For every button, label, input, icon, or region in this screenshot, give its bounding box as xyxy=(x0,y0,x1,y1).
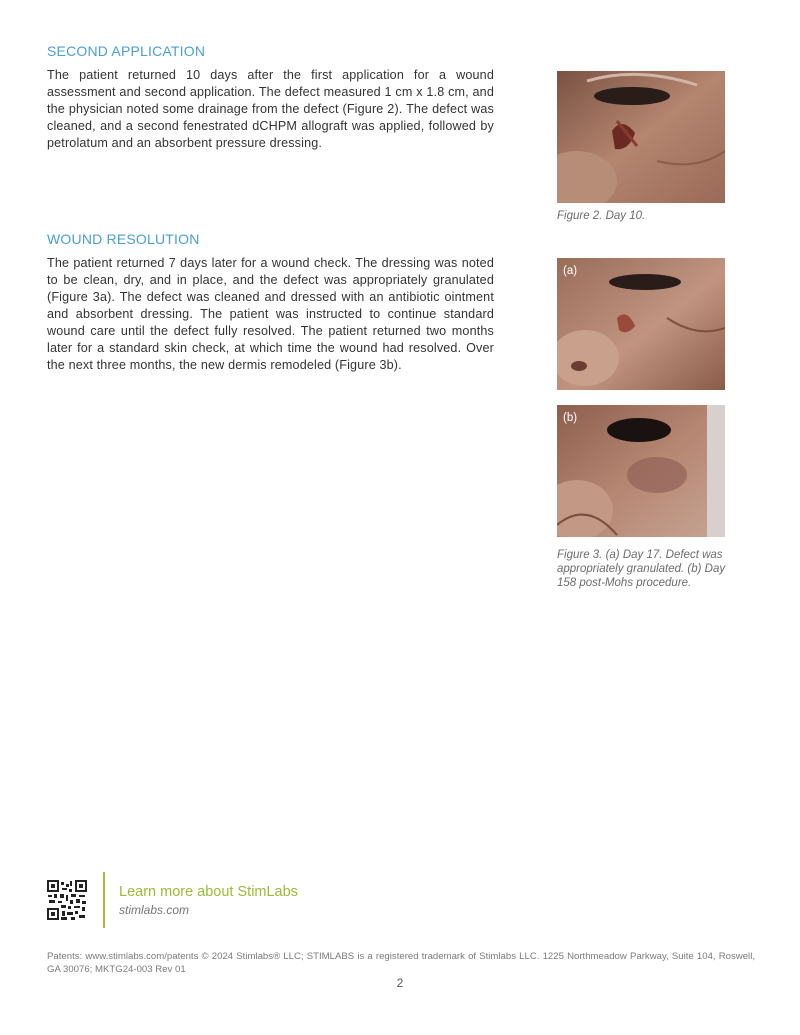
section-body-second-application: The patient returned 10 days after the first application for a wound assessment and second application. The defect measured 1 cm x 1.8 cm, and the physician noted some drainage from the defect (Figure 2). The defect was cleaned, and a second fenestrated dCHPM allograft was applied, followed by petrolatum and an absorbent pressure dressing. xyxy=(47,68,494,150)
footer-divider xyxy=(103,872,105,928)
website-link[interactable]: stimlabs.com xyxy=(119,903,190,917)
section-heading-wound-resolution: WOUND RESOLUTION xyxy=(47,231,200,247)
figure-3-caption: Figure 3. (a) Day 17. Defect was appropriately granulated. (b) Day 158 post-Mohs procedure. xyxy=(557,549,726,589)
section-body-wound-resolution: The patient returned 7 days later for a wound check. The dressing was noted to be clean, dry, and in place, and the defect was appropriately granulated (Figure 3a). The defect was cleaned and dressed with an antibiotic ointment and absorbent dressing. The patient was instructed to continue standard wound care until the defect fully resolved. The patient returned two months later for a standard skin check, at which time the wound had resolved. Over the next three months, the new dermis remodeled (Figure 3b). xyxy=(47,256,494,372)
qr-code-icon[interactable] xyxy=(47,880,87,920)
figure-3a-label: (a) xyxy=(563,265,578,277)
learn-more-link[interactable]: Learn more about StimLabs xyxy=(119,884,298,900)
page-number: 2 xyxy=(396,976,404,990)
figure-3b-photo xyxy=(557,405,725,537)
section-heading-second-application: SECOND APPLICATION xyxy=(47,43,206,59)
figure-2-caption: Figure 2. Day 10. xyxy=(557,210,646,222)
legal-notice: Patents: www.stimlabs.com/patents © 2024 Stimlabs® LLC; STIMLABS is a registered trademark of Stimlabs LLC. 1225 Northmeadow Parkway, Suite 104, Roswell, GA 30076; MKTG24-003 Rev 01 xyxy=(47,951,755,975)
figure-3b-label: (b) xyxy=(563,412,578,424)
figure-2-photo xyxy=(557,71,725,203)
figure-3a-photo xyxy=(557,258,725,390)
